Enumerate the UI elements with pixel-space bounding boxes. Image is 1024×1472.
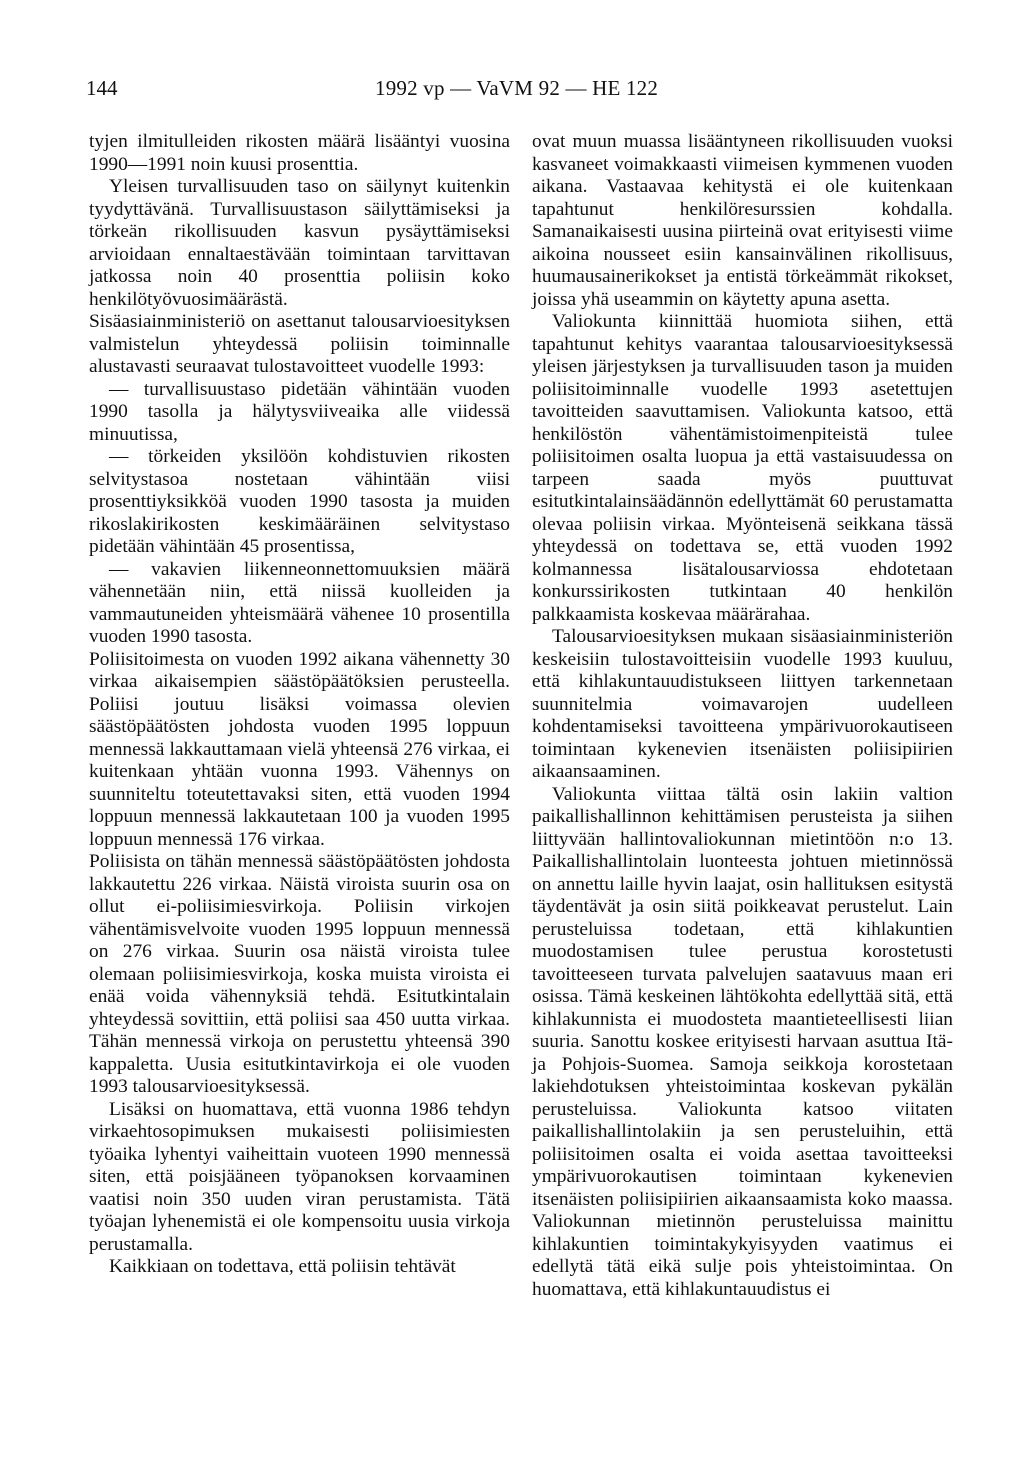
paragraph: Talousarvioesityksen mukaan sisäasiainministeriön keskeisiin tulostavoitteisiin vuodelle 1993 kuuluu, että kihlakuntauudistukseen liittyen tarkennetaan suunnitelmia voimavarojen uudelleen kohdentamiseksi tavoitteena ympärivuorokautiseen toimintaan kykenevien itsenäisten poliisipiirien aikaansaaminen. — [532, 626, 953, 782]
paragraph: Lisäksi on huomattava, että vuonna 1986 tehdyn virkaehtosopimuksen mukaisesti poliisimiesten työaika lyhentyi vaiheittain vuoteen 1990 mennessä siten, että poisjääneen työpanoksen korvaaminen vaatisi noin 350 uuden viran perustamista. Tätä työajan lyhenemistä ei ole kompensoitu uusia virkoja perustamalla. — [89, 1098, 510, 1255]
paragraph: tyjen ilmitulleiden rikosten määrä lisääntyi vuosina 1990—1991 noin kuusi prosenttia. — [89, 131, 510, 175]
paragraph: Poliisista on tähän mennessä säästöpäätösten johdosta lakkautettu 226 virkaa. Näistä viroista suurin osa on ollut ei-poliisimiesvirkoja. Poliisin virkojen vähentämisvelvoite vuoden 1995 loppuun mennessä on 276 virkaa. Suurin osa näistä viroista tulee olemaan poliisimiesvirkoja, koska muista viroista ei enää voida vähennyksiä tehdä. Esitutkintalain yhteydessä sovittiin, että poliisi saa 450 uutta virkaa. Tähän mennessä virkoja on perustettu yhteensä 390 kappaletta. Uusia esitutkintavirkoja ei ole vuoden 1993 talousarvioesityksessä. — [89, 851, 510, 1097]
right-column — [532, 131, 953, 1301]
left-column — [89, 131, 510, 1279]
paragraph: Sisäasiainministeriö on asettanut talousarvioesityksen valmistelun yhteydessä poliisin toiminnalle alustavasti seuraavat tulostavoitteet vuodelle 1993: — [89, 311, 510, 377]
paragraph: Yleisen turvallisuuden taso on säilynyt kuitenkin tyydyttävänä. Turvallisuustason säilyttämiseksi ja törkeän rikollisuuden kasvun pysäyttämiseksi arvioidaan ennaltaestävään toimintaan tarvittavan jatkossa noin 40 prosenttia poliisin koko henkilötyövuosimäärästä. — [89, 176, 510, 310]
running-header: 1992 vp — VaVM 92 — HE 122 — [375, 76, 659, 100]
paragraph: ovat muun muassa lisääntyneen rikollisuuden vuoksi kasvaneet voimakkaasti viimeisen kymmenen vuoden aikana. Vastaavaa kehitystä ei ole kuitenkaan tapahtunut henkilöresurssien kohdalla. Samanaikaisesti uusina piirteinä ovat erityisesti viime aikoina nousseet esiin kansainvälinen rikollisuus, huumausainerikokset ja entistä törkeämmät rikokset, joissa yhä useammin on käytetty apuna asetta. — [532, 131, 953, 310]
list-item: — turvallisuustaso pidetään vähintään vuoden 1990 tasolla ja hälytysviiveaika alle viidessä minuutissa, — [89, 378, 510, 445]
list-item: — vakavien liikenneonnettomuuksien määrä vähennetään niin, että niissä kuolleiden ja vammautuneiden yhteismäärä vähenee 10 prosentilla vuoden 1990 tasosta. — [89, 558, 510, 647]
list-item: — törkeiden yksilöön kohdistuvien rikosten selvitystasoa nostetaan vähintään viisi prosenttiyksikköä vuoden 1990 tasosta ja muiden rikoslakirikosten keskimääräinen selvitystaso pidetään vähintään 45 prosentissa, — [89, 446, 510, 557]
paragraph: Poliisitoimesta on vuoden 1992 aikana vähennetty 30 virkaa aikaisempien säästöpäätöksien perusteella. Poliisi joutuu lisäksi voimassa olevien säästöpäätösten johdosta vuoden 1995 loppuun mennessä lakkauttamaan vielä yhteensä 276 virkaa, ei kuitenkaan yhtään vuonna 1993. Vähennys on suunniteltu toteutettavaksi siten, että vuoden 1994 loppuun mennessä lakkautetaan 100 ja vuoden 1995 loppuun mennessä 176 virkaa. — [89, 648, 510, 850]
paragraph: Valiokunta viittaa tältä osin lakiin valtion paikallishallinnon kehittämisen perusteista ja siihen liittyvään hallintovaliokunnan mietintöön n:o 13. Paikallishallintolain luonteesta johtuen mietinnössä on annettu laille hyvin laajat, osin hallituksen esitystä täydentävät ja osin siitä poikkeavat perustelut. Lain perusteluissa todetaan, että kihlakuntien muodostamisen tulee perustua korostetusti tavoitteeseen turvata palvelujen saatavuus maan eri osissa. Tämä keskeinen lähtökohta edellyttää sitä, että kihlakunnista ei muodosteta maantieteellisesti liian suuria. Sanottu koskee erityisesti harvaan asuttua Itä- ja Pohjois-Suomea. Samoja seikkoja korostetaan lakiehdotuksen yhteistoimintaa koskevan pykälän perusteluissa. Valiokunta katsoo viitaten paikallishallintolakiin ja sen perusteluihin, että poliisitoimen osalta ei voida asettaa tavoitteeksi ympärivuorokautisen toimintaan kykenevien itsenäisten poliisipiirien aikaansaamista koko maassa. Valiokunnan mietinnön perusteluissa mainittu kihlakuntien toimintakykyisyyden vaatimus ei edellytä tätä eikä sulje pois yhteistoimintaa. On huomattava, että kihlakuntauudistus ei — [532, 783, 953, 1300]
page-number: 144 — [86, 76, 118, 100]
paragraph: Kaikkiaan on todettava, että poliisin tehtävät — [109, 1256, 456, 1277]
paragraph: Valiokunta kiinnittää huomiota siihen, että tapahtunut kehitys vaarantaa talousarvioesityksessä yleisen järjestyksen ja turvallisuuden tason ja muiden poliisitoiminnalle vuodelle 1993 asetettujen tavoitteiden saavuttamisen. Valiokunta katsoo, että henkilöstön vähentämistoimenpiteistä tulee poliisitoimen osalta luopua ja että vastaisuudessa on tarpeen saada myös puuttuvat esitutkintalainsäädännön edellyttämät 60 perustamatta olevaa poliisin virkaa. Myönteisenä seikkana tässä yhteydessä on todettava se, että vuoden 1992 kolmannessa lisätalousarviossa ehdotetaan konkurssirikosten tutkintaan 40 henkilön palkkaamista koskevaa määrärahaa. — [532, 311, 953, 625]
